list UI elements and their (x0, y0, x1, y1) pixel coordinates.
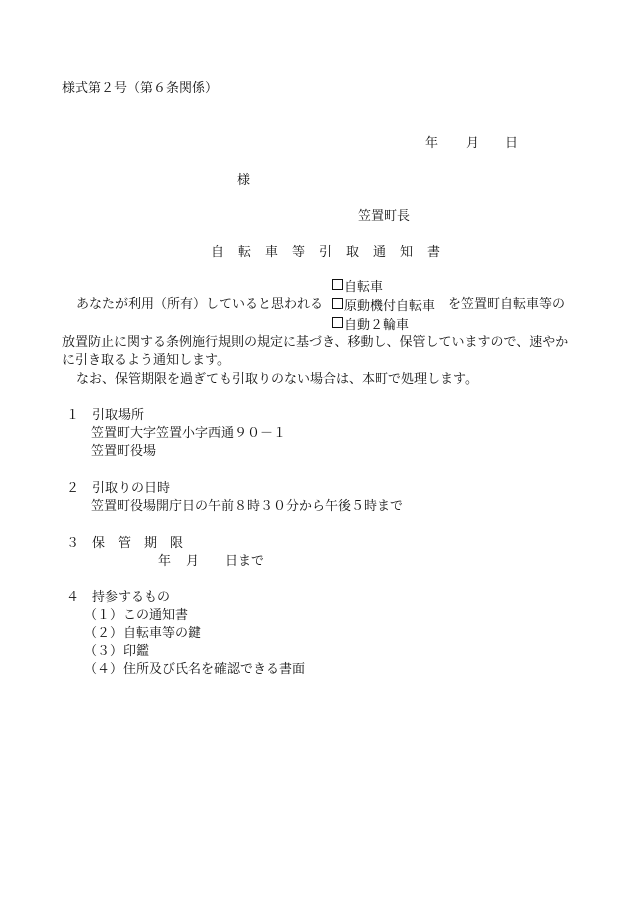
addressee-suffix: 様 (237, 173, 251, 188)
option-moped: 原動機付自転車 (332, 298, 435, 313)
body-line-3: なお、保管期限を過ぎても引取りのない場合は、本町で処理します。 (76, 372, 478, 387)
section-3-day-until: 日まで (225, 554, 265, 569)
section-4-item-3: （３）印鑑 (84, 644, 150, 659)
section-1-address: 笠置町大字笠置小字西通９０－１ (91, 426, 287, 441)
section-1-heading: １ 引取場所 (66, 408, 145, 423)
section-4-heading: ４ 持参するもの (66, 590, 171, 605)
intro-before: あなたが利用（所有）していると思われる (76, 297, 324, 312)
issuer: 笠置町長 (358, 209, 411, 224)
section-2-heading: ２ 引取りの日時 (66, 481, 171, 496)
section-4-item-4: （４）住所及び氏名を確認できる書面 (84, 662, 306, 677)
body-line-1: 放置防止に関する条例施行規則の規定に基づき、移動し、保管していますので、速やか (62, 335, 569, 350)
checkbox-moped[interactable] (332, 298, 343, 309)
form-number: 様式第２号（第６条関係） (62, 81, 219, 96)
section-4-item-1: （１）この通知書 (84, 608, 189, 623)
section-3-heading: ３ 保 管 期 限 (66, 536, 184, 551)
date-month: 月 (466, 136, 480, 151)
option-bicycle: 自転車 (332, 279, 383, 294)
checkbox-bicycle[interactable] (332, 279, 343, 290)
date-year: 年 (425, 136, 439, 151)
section-3-year: 年 (158, 554, 172, 569)
intro-after: を笠置町自転車等の (448, 297, 566, 312)
section-1-place: 笠置町役場 (91, 444, 157, 459)
section-4-item-2: （２）自転車等の鍵 (84, 626, 202, 641)
option-motorcycle: 自動２輪車 (332, 317, 409, 332)
body-line-2: に引き取るよう通知します。 (62, 353, 230, 368)
section-2-hours: 笠置町役場開庁日の午前８時３０分から午後５時まで (91, 499, 404, 514)
checkbox-motorcycle[interactable] (332, 317, 343, 328)
date-day: 日 (505, 136, 519, 151)
section-3-month: 月 (186, 554, 200, 569)
document-title: 自 転 車 等 引 取 通 知 書 (211, 245, 441, 260)
